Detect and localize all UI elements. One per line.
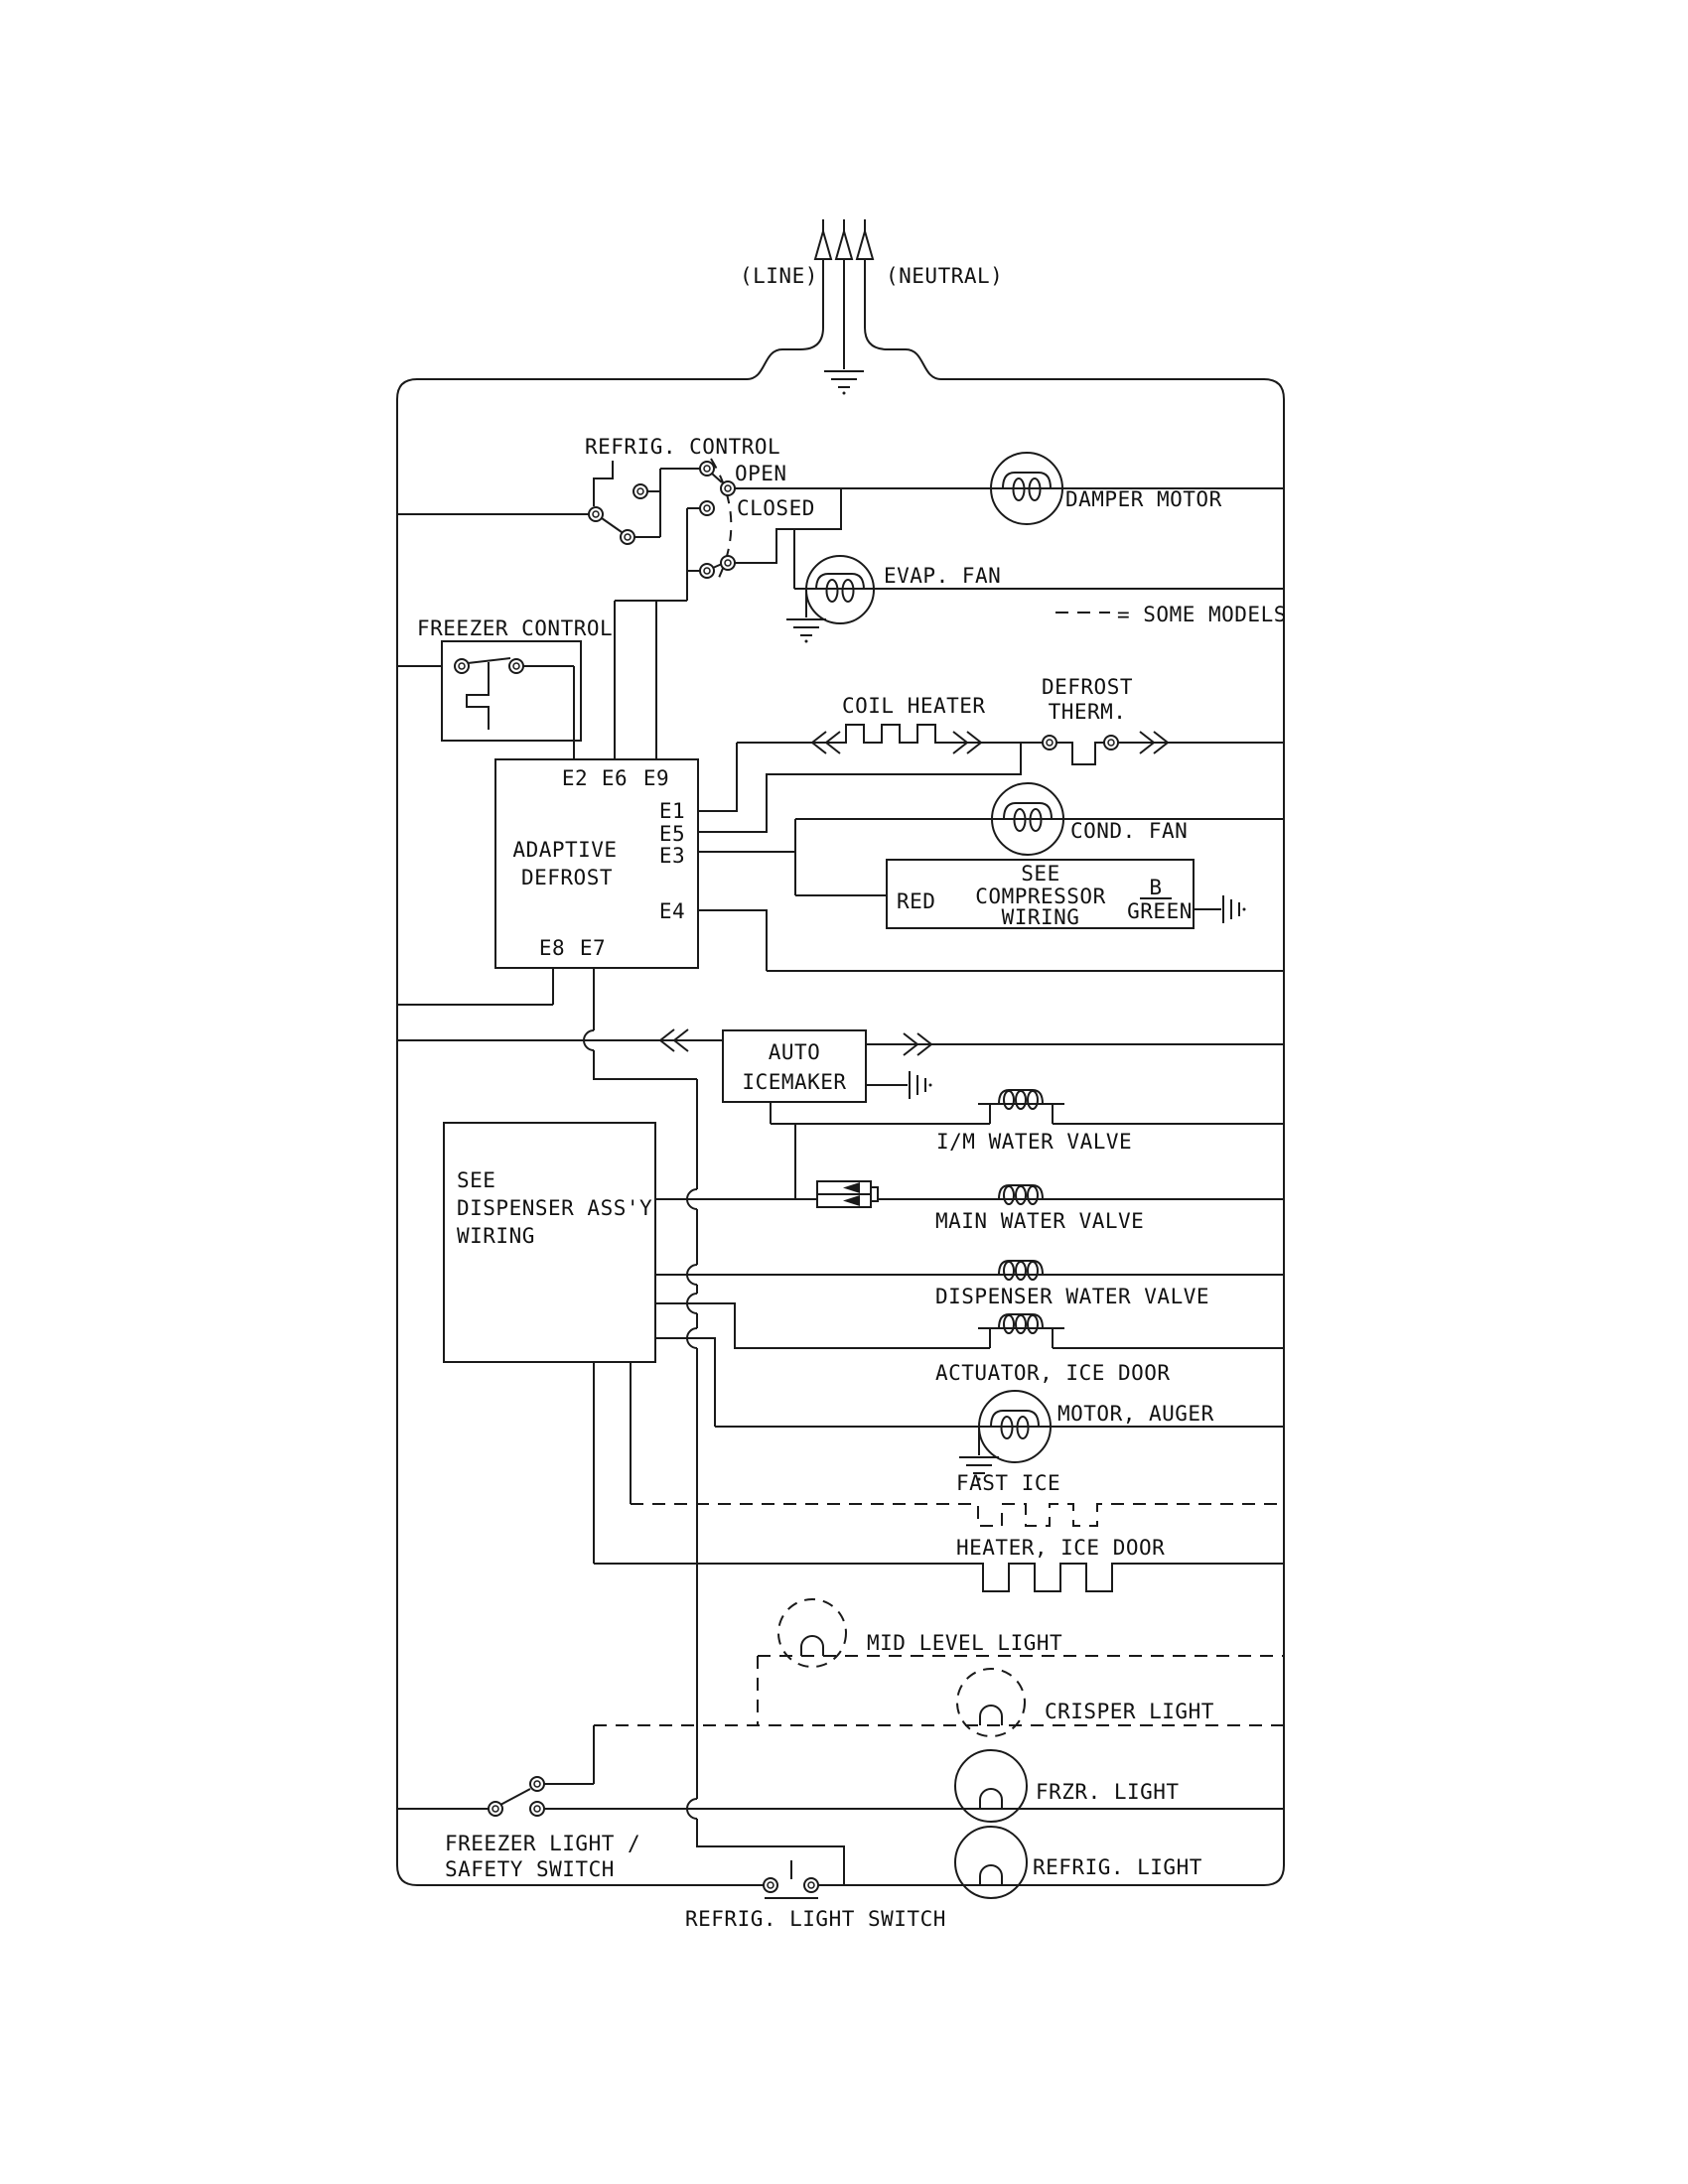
earth-ground-icon xyxy=(786,619,826,643)
heater-ice-door-label: HEATER, ICE DOOR xyxy=(956,1536,1166,1560)
switch-arm xyxy=(500,1789,530,1805)
actuator-coil-icon xyxy=(999,1314,1043,1333)
dispenser-wiring-label: WIRING xyxy=(457,1224,535,1248)
terminal xyxy=(530,1777,544,1791)
cond-fan-label: COND. FAN xyxy=(1070,819,1189,843)
damper-motor-label: DAMPER MOTOR xyxy=(1065,487,1222,511)
terminal xyxy=(700,564,714,578)
power-entry xyxy=(740,219,1003,395)
refrig-light-switch-label: REFRIG. LIGHT SWITCH xyxy=(685,1907,946,1931)
closed-label: CLOSED xyxy=(737,496,815,520)
icemaker-label: ICEMAKER xyxy=(742,1070,847,1094)
motor-auger-label: MOTOR, AUGER xyxy=(1057,1402,1214,1426)
refrig-light-label: REFRIG. LIGHT xyxy=(1033,1855,1202,1879)
pin-e1: E1 xyxy=(658,799,686,823)
lamp-filament-icon xyxy=(980,1865,1002,1885)
earth-ground-icon xyxy=(824,371,864,395)
switch-arm xyxy=(602,518,622,532)
evap-fan-label: EVAP. FAN xyxy=(884,564,1002,588)
auto-icemaker xyxy=(660,1029,1284,1124)
terminal xyxy=(1043,736,1056,750)
defrost-therm-label-1: DEFROST xyxy=(1041,675,1134,699)
pin-e3: E3 xyxy=(658,844,686,868)
coil-heater-defrost-therm xyxy=(698,675,1284,832)
compressor-label: COMPRESSOR xyxy=(975,885,1106,908)
terminal xyxy=(700,462,714,476)
neutral-arrow-icon xyxy=(857,231,873,259)
water-valves xyxy=(655,1090,1284,1308)
pin-e7: E7 xyxy=(579,936,607,960)
connector-tab xyxy=(871,1187,878,1201)
damper-motor xyxy=(735,453,1284,524)
terminal xyxy=(633,484,647,498)
terminal xyxy=(509,659,523,673)
defrost-therm-element xyxy=(1056,743,1104,764)
refrig-control xyxy=(585,435,841,601)
pin-e6: E6 xyxy=(601,766,629,790)
motor-coil-icon xyxy=(1004,803,1052,831)
compressor-wiring-label: WIRING xyxy=(1001,905,1080,929)
neutral-label: (NEUTRAL) xyxy=(886,264,1004,288)
dispenser-see-label: SEE xyxy=(457,1168,496,1192)
terminal xyxy=(804,1878,818,1892)
main-water-valve-label: MAIN WATER VALVE xyxy=(935,1209,1145,1233)
ground-arrow-icon xyxy=(836,231,852,259)
motor-coil-icon xyxy=(991,1411,1039,1438)
refrig-control-label: REFRIG. CONTROL xyxy=(585,435,781,459)
refrig-light-icon xyxy=(955,1827,1027,1898)
freezer-light-safety-label-1: FREEZER LIGHT / xyxy=(445,1832,641,1855)
red-wire-label: RED xyxy=(897,889,936,913)
pin-e8: E8 xyxy=(538,936,566,960)
defrost-therm-label-2: THERM. xyxy=(1048,700,1127,724)
chassis-ground-icon xyxy=(1223,895,1246,923)
green-wire-label: GREEN xyxy=(1127,899,1193,923)
fast-ice-label: FAST ICE xyxy=(956,1471,1061,1495)
lamp-filament-icon xyxy=(801,1636,823,1656)
freezer-light-safety-label-2: SAFETY SWITCH xyxy=(445,1857,615,1881)
open-label: OPEN xyxy=(735,462,787,485)
defrost-label: DEFROST xyxy=(520,866,614,889)
open-contact-terminal xyxy=(721,481,735,495)
dispenser-assy-label: DISPENSER ASS'Y xyxy=(457,1196,653,1220)
terminal xyxy=(621,530,634,544)
freezer-control xyxy=(417,616,613,759)
dispenser-water-valve-label: DISPENSER WATER VALVE xyxy=(935,1285,1210,1308)
dispenser-assembly-box xyxy=(444,1123,655,1564)
im-water-valve-label: I/M WATER VALVE xyxy=(936,1130,1133,1154)
some-models-label: = SOME MODELS xyxy=(1117,603,1287,626)
refrig-light-circuit xyxy=(685,1827,1202,1931)
terminal xyxy=(589,507,603,521)
compressor-see-label: SEE xyxy=(1021,862,1060,886)
terminal xyxy=(489,1802,502,1816)
actuator-ice-door-label: ACTUATOR, ICE DOOR xyxy=(935,1361,1171,1385)
line-label: (LINE) xyxy=(740,264,818,288)
im-valve-coil-icon xyxy=(999,1090,1043,1109)
terminal xyxy=(1104,736,1118,750)
terminal xyxy=(455,659,469,673)
wire-hops xyxy=(687,1189,697,1819)
chassis-ground-icon xyxy=(910,1071,932,1099)
coil-heater-element-icon xyxy=(737,725,1043,743)
b-wire-label: B xyxy=(1149,876,1163,899)
crisper-light-label: CRISPER LIGHT xyxy=(1045,1700,1214,1723)
pin-e4: E4 xyxy=(658,899,686,923)
coil-heater-label: COIL HEATER xyxy=(842,694,986,718)
legend-some-models xyxy=(1055,603,1287,626)
main-valve-coil-icon xyxy=(999,1185,1043,1204)
auto-label: AUTO xyxy=(768,1040,821,1064)
terminal xyxy=(530,1802,544,1816)
terminal xyxy=(700,501,714,515)
pin-e2: E2 xyxy=(561,766,589,790)
terminal xyxy=(764,1878,777,1892)
dispenser-valve-coil-icon xyxy=(999,1261,1043,1280)
lamp-filament-icon xyxy=(980,1706,1002,1725)
frzr-light-label: FRZR. LIGHT xyxy=(1036,1780,1180,1804)
pin-e9: E9 xyxy=(642,766,670,790)
mid-level-light-label: MID LEVEL LIGHT xyxy=(867,1631,1063,1655)
adaptive-label: ADAPTIVE xyxy=(512,838,618,862)
motor-coil-icon xyxy=(1003,473,1051,500)
cond-fan-compressor xyxy=(698,783,1284,971)
closed-contact-terminal xyxy=(721,556,735,570)
line-arrow-icon xyxy=(815,231,831,259)
fast-ice-element-icon xyxy=(631,1504,1284,1526)
lamp-filament-icon xyxy=(980,1789,1002,1809)
pin-e5: E5 xyxy=(658,822,686,846)
actuator-auger xyxy=(655,1303,1284,1481)
freezer-control-label: FREEZER CONTROL xyxy=(417,616,614,640)
freezer-light-icon xyxy=(955,1750,1027,1822)
